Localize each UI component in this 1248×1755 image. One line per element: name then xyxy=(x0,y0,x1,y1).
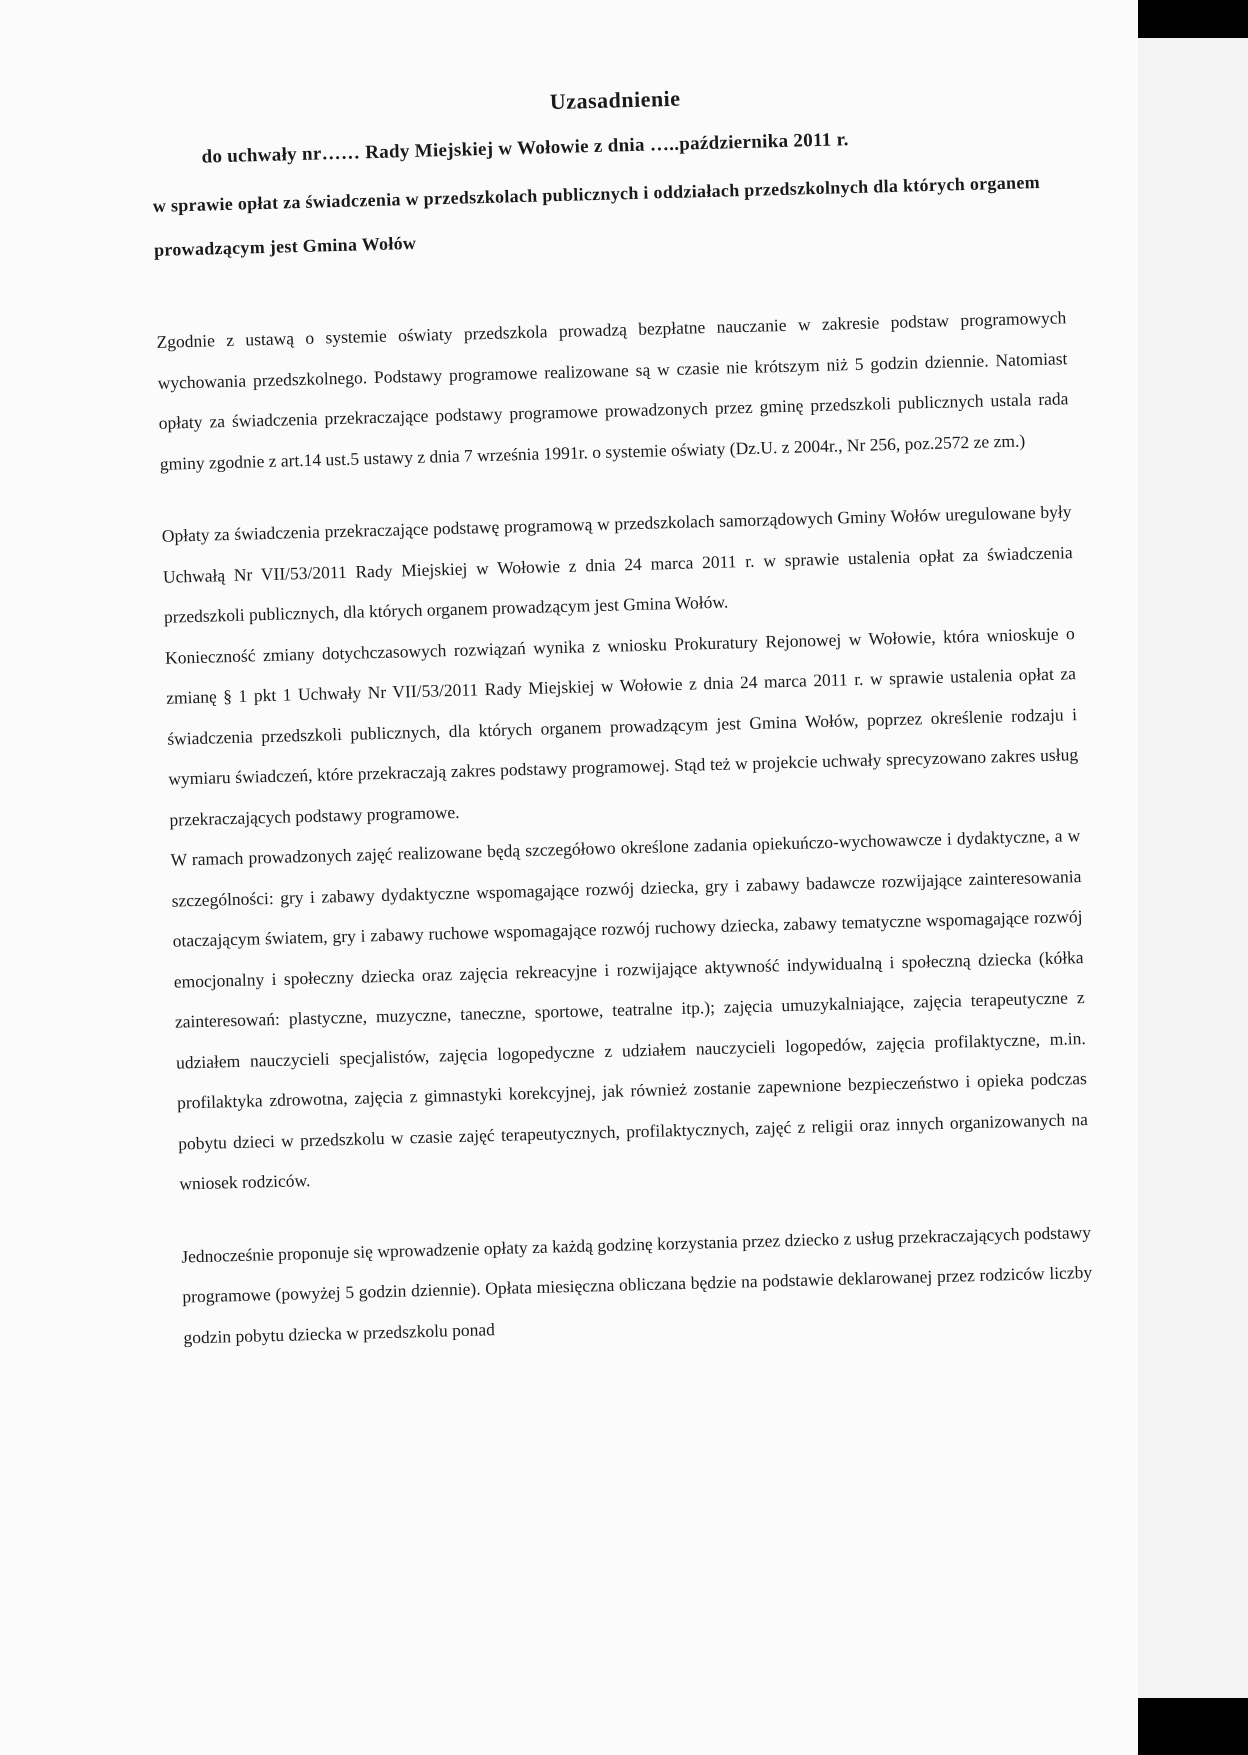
document-body xyxy=(150,75,1094,1357)
paragraph-previous-regulation: Opłaty za świadczenia przekraczające podstawę programową w przedszkolach samorządowych Gminy Wołów uregulowane były Uchwałą Nr VII/53/2011 Rady Miejskiej w Wołowie z dnia 24 marca 2011 r. w sprawie ustalenia opłat za świadczenia przedszkoli publicznych, dla których organem prowadzącym jest Gmina Wołów. xyxy=(161,501,1073,627)
paragraph-legal-basis: Zgodnie z ustawą o systemie oświaty przedszkola prowadzą bezpłatne nauczanie w zakresie podstaw programowych wychowania przedszkolnego. Podstawy programowe realizowane są w czasie nie krótszym niż 5 godzin dziennie. Natomiast opłaty za świadczenia przekraczające podstawy programowe prowadzonych przez gminę przedszkoli publicznych ustala rada gminy zgodnie z art.14 ust.5 ustawy z dnia 7 września 1991r. o systemie oświaty (Dz.U. z 2004r., Nr 256, poz.2572 ze zm.) xyxy=(156,307,1069,474)
scan-border-strip xyxy=(1138,38,1248,1698)
paragraph-activities-scope: W ramach prowadzonych zajęć realizowane będą szczegółowo określone zadania opiekuńczo-wychowawcze i dydaktyczne, a w szczególności: gry i zabawy dydaktyczne wspomagające rozwój dziecka, gry i zabawy badawcze rozwijające zainteresowania otaczającym światem, gry i zabawy ruchowe wspomagające rozwój ruchowy dziecka, zabawy tematyczne wspomagające rozwój emocjonalny i społeczny dziecka oraz zajęcia rekreacyjne i rozwijające aktywność indywidualną i społeczną dziecka (kółka zainteresowań: plastyczne, muzyczne, taneczne, sportowe, teatralne itp.); zajęcia umuzykalniające, zajęcia terapeutyczne z udziałem nauczycieli specjalistów, zajęcia logopedyczne z udziałem nauczycieli logopedów, zajęcia profilaktyczne, m.in. profilaktyka zdrowotna, zajęcia z gimnastyki korekcyjnej, jak również zostanie zapewnione bezpieczeństwo i opieka podczas pobytu dzieci w przedszkolu w czasie zajęć terapeutycznych, profilaktycznych, zajęć z religii oraz innych organizowanych na wniosek rodziców. xyxy=(170,825,1089,1194)
paragraph-hourly-fee: Jednocześnie proponuje się wprowadzenie opłaty za każdą godzinę korzystania przez dziecko z usług przekraczających podstawy programowe (powyżej 5 godzin dziennie). Opłata miesięczna obliczana będzie na podstawie deklarowanej przez rodziców liczby godzin pobytu dziecka w przedszkolu ponad xyxy=(181,1221,1093,1348)
document-subtitle-resolution: do uchwały nr…… Rady Miejskiej w Wołowie z dnia …..października 2011 r. xyxy=(201,129,849,168)
document-title: Uzasadnienie xyxy=(549,85,681,115)
paragraph-change-reason: Konieczność zmiany dotychczasowych rozwiązań wynika z wniosku Prokuratury Rejonowej w Wołowie, która wnioskuje o zmianę § 1 pkt 1 Uchwały Nr VII/53/2011 Rady Miejskiej w Wołowie z dnia 24 marca 2011 r. w sprawie ustalenia opłat za świadczenia przedszkoli publicznych, dla których organem prowadzącym jest Gmina Wołów, poprzez określenie rodzaju i wymiaru świadczeń, które przekraczają zakres podstawy programowej. Stąd też w projekcie uchwały sprecyzowano zakres usług przekraczających podstawy programowe. xyxy=(164,622,1079,830)
document-subtitle-subject: w sprawie opłat za świadczenia w przedszkolach publicznych i oddziałach przedszkolnych dla których organem prowadzącym jest Gmina Wołów xyxy=(152,171,1041,260)
